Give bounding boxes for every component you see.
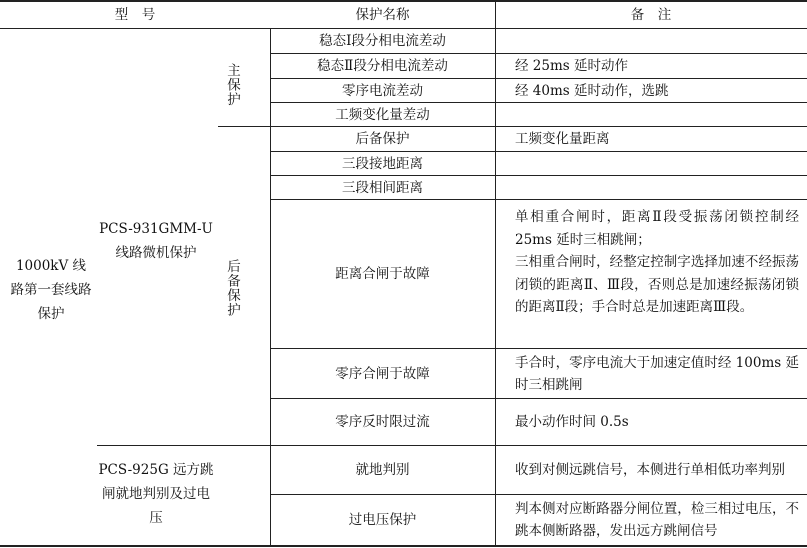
protection-note: 手合时，零序电流大于加速定值时经 100ms 延时三相跳闸 <box>515 354 799 393</box>
protection-name: 工频变化量差动 <box>335 106 430 123</box>
header-model: 型 号 <box>114 7 156 23</box>
protection-note: 最小动作时间 0.5s <box>515 414 629 430</box>
header-remark: 备 注 <box>630 7 672 23</box>
protection-name: 稳态Ⅱ段分相电流差动 <box>317 58 448 74</box>
main-protection-label: 主保护 <box>224 63 240 107</box>
protection-note: 经 40ms 延时动作，选跳 <box>515 82 669 99</box>
protection-note: 经 25ms 延时动作 <box>515 58 628 74</box>
protection-name: 过电压保护 <box>348 512 417 528</box>
device-pcs-925g: PCS-925G 远方跳闸就地判别及过电压 <box>98 462 214 526</box>
protection-name: 零序反时限过流 <box>335 414 430 430</box>
protection-note: 收到对侧远跳信号，本侧进行单相低功率判别 <box>515 462 785 478</box>
protection-note: 单相重合闸时，距离Ⅱ段受振荡闭锁控制经 25ms 延时三相跳闸； 三相重合闸时，经整定控制字选择加速不经振荡闭锁的距离Ⅱ、Ⅲ段，否则总是加速经振荡闭锁的距离Ⅱ段；手合时总是加速距离Ⅲ段。 <box>515 209 799 315</box>
device-pcs-931gmm-u: PCS-931GMM-U 线路微机保护 <box>99 221 213 261</box>
protection-note <box>515 29 800 53</box>
header-protection-name: 保护名称 <box>355 7 410 23</box>
protection-note <box>515 176 800 199</box>
bottom-rule <box>0 545 807 547</box>
line-protection-label: 1000kV 线路第一套线路保护 <box>10 258 92 322</box>
protection-note <box>515 152 800 175</box>
protection-name: 就地判别 <box>355 462 410 478</box>
protection-name: 稳态Ⅰ段分相电流差动 <box>319 33 446 49</box>
protection-name: 距离合闸于故障 <box>335 266 430 282</box>
protection-name: 零序电流差动 <box>342 82 423 99</box>
protection-note <box>515 103 800 126</box>
backup-protection-label: 后备保护 <box>224 258 240 317</box>
protection-name: 后备保护 <box>355 131 410 147</box>
protection-name: 零序合闸于故障 <box>335 365 430 382</box>
col-rule <box>495 0 496 545</box>
protection-note: 工频变化量距离 <box>515 131 610 147</box>
protection-note: 判本侧对应断路器分闸位置，检三相过电压，不跳本侧断路器，发出远方跳闸信号 <box>515 501 799 539</box>
protection-name: 三段接地距离 <box>342 155 423 172</box>
protection-name: 三段相间距离 <box>342 179 423 196</box>
